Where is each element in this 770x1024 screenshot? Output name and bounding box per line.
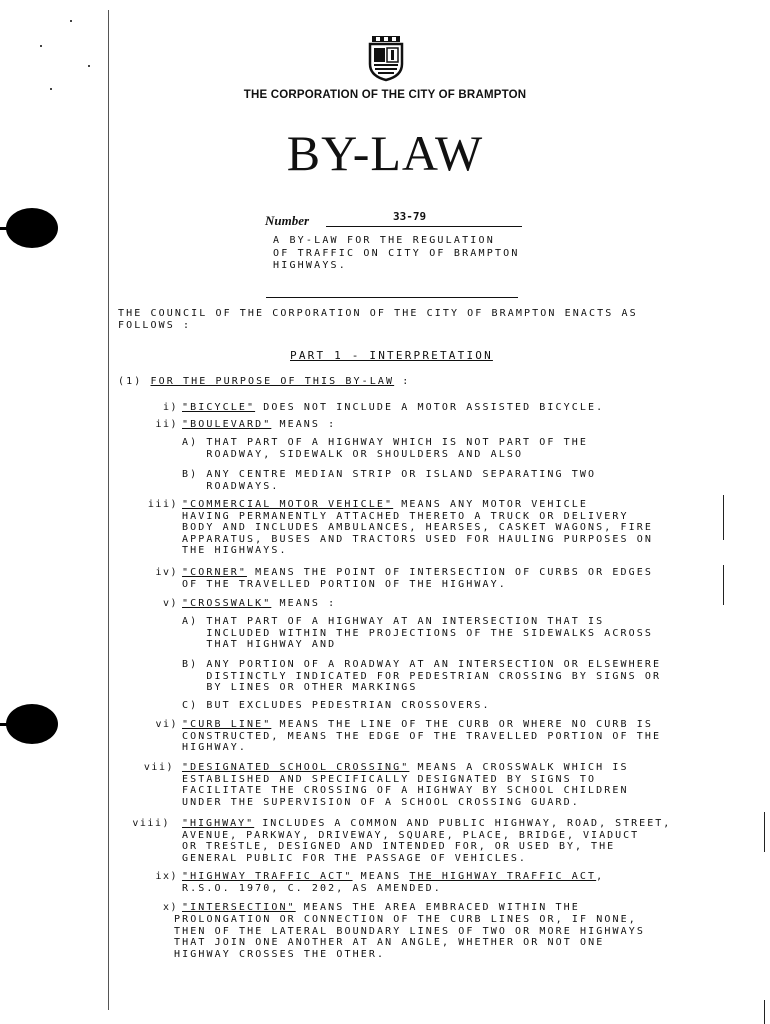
- clause-line: THAT HIGHWAY AND: [182, 639, 337, 650]
- definition-number: ii): [155, 419, 178, 430]
- enacting-line: FOLLOWS :: [118, 319, 192, 331]
- definition-number: vii): [143, 762, 174, 773]
- scan-mark-right: [723, 565, 724, 605]
- bylaw-number: 33-79: [393, 210, 427, 223]
- definition-line: FACILITATE THE CROSSING OF A HIGHWAY BY SCHOOL CHILDREN: [182, 785, 629, 796]
- number-label: Number: [265, 213, 310, 228]
- definition-text: MEANS: [352, 871, 410, 882]
- definition-number: iii): [147, 499, 178, 510]
- section-heading-rest: :: [394, 376, 411, 387]
- subtitle-line: HIGHWAYS.: [273, 260, 347, 271]
- intersection-continuation: [174, 914, 645, 960]
- definition-text: MEANS THE POINT OF INTERSECTION OF CURBS OR EDGES: [246, 567, 653, 578]
- definition-line: THAT JOIN ONE ANOTHER AT AN ANGLE, WHETHER OR NOT ONE: [174, 937, 605, 948]
- boulevard-clause-b: [182, 469, 596, 492]
- crosswalk-clause-b: [182, 659, 661, 694]
- definition-text: MEANS :: [271, 598, 337, 609]
- definition-number: vi): [155, 719, 178, 730]
- clause-line: ROADWAYS.: [182, 480, 280, 492]
- definition-line: OF THE TRAVELLED PORTION OF THE HIGHWAY.: [182, 578, 507, 590]
- separator-rule: [266, 297, 518, 298]
- punch-hole-top: [6, 208, 58, 248]
- definition-bicycle: [182, 402, 604, 414]
- definition-number: x): [162, 902, 178, 913]
- definition-term: "BOULEVARD": [182, 419, 272, 430]
- definition-term: "HIGHWAY TRAFFIC ACT": [182, 871, 353, 882]
- definition-text: MEANS THE LINE OF THE CURB OR WHERE NO CURB IS: [271, 719, 653, 730]
- definition-line: APPARATUS, BUSES AND TRACTORS USED FOR HAULING PURPOSES ON: [182, 533, 653, 545]
- crosswalk-clause-a: [182, 616, 653, 651]
- subtitle-line: A BY-LAW FOR THE REGULATION: [273, 235, 495, 246]
- definition-number: iv): [155, 567, 178, 578]
- clause-line: B) ANY CENTRE MEDIAN STRIP OR ISLAND SEPARATING TWO: [182, 469, 597, 480]
- punch-hole-bottom: [6, 704, 58, 744]
- definition-term: "CORNER": [182, 567, 247, 578]
- definition-term: "INTERSECTION": [182, 902, 296, 913]
- definition-line: GENERAL PUBLIC FOR THE PASSAGE OF VEHICLES.: [182, 852, 527, 864]
- part-heading: PART 1 - INTERPRETATION: [290, 349, 493, 362]
- definition-corner: [182, 567, 653, 590]
- definition-term: "DESIGNATED SCHOOL CROSSING": [182, 762, 410, 773]
- definition-curb-line: [182, 719, 661, 754]
- clause-line: A) THAT PART OF A HIGHWAY AT AN INTERSECTION THAT IS: [182, 616, 605, 627]
- definition-term: "CROSSWALK": [182, 598, 272, 609]
- clause-line: DISTINCTLY INDICATED FOR PEDESTRIAN CROSSING BY SIGNS OR: [182, 670, 662, 682]
- definition-line: R.S.O. 1970, C. 202, AS AMENDED.: [182, 882, 442, 894]
- definition-commercial-motor-vehicle: [182, 499, 653, 557]
- definition-line: OR TRESTLE, DESIGNED AND INTENDED FOR, OR USED BY, THE: [182, 841, 616, 852]
- document-title: BY-LAW: [286, 125, 484, 181]
- bylaw-number-row: [265, 212, 525, 228]
- definition-number: i): [162, 402, 178, 413]
- definition-number: v): [162, 598, 178, 609]
- enacting-line: THE COUNCIL OF THE CORPORATION OF THE CITY OF BRAMPTON ENACTS AS: [118, 308, 638, 319]
- clause-line: BY LINES OR OTHER MARKINGS: [182, 682, 418, 693]
- scan-mark-right: [723, 495, 724, 540]
- bylaw-subtitle: [273, 235, 520, 273]
- clause-line: A) THAT PART OF A HIGHWAY WHICH IS NOT PART OF THE: [182, 437, 589, 448]
- definition-text: MEANS ANY MOTOR VEHICLE: [393, 499, 589, 510]
- section-1-intro: [118, 376, 410, 388]
- corporation-title: THE CORPORATION OF THE CITY OF BRAMPTON: [243, 89, 527, 101]
- definition-line: PROLONGATION OR CONNECTION OF THE CURB LINES OR, IF NONE,: [174, 914, 637, 925]
- definition-intersection: [182, 902, 580, 914]
- definition-text: ,: [596, 871, 605, 882]
- scan-speck: [40, 45, 42, 47]
- definition-text: MEANS THE AREA EMBRACED WITHIN THE: [295, 902, 580, 913]
- city-crest-icon: [366, 34, 406, 82]
- scan-speck: [88, 65, 90, 67]
- definition-highway: [182, 818, 671, 864]
- definition-line: UNDER THE SUPERVISION OF A SCHOOL CROSSING GUARD.: [182, 796, 580, 808]
- definition-designated-school-crossing: [182, 762, 629, 808]
- clause-line: C) BUT EXCLUDES PEDESTRIAN CROSSOVERS.: [182, 700, 491, 711]
- clause-line: B) ANY PORTION OF A ROADWAY AT AN INTERSECTION OR ELSEWHERE: [182, 659, 662, 670]
- definition-number: viii): [132, 818, 170, 829]
- definition-line: THE HIGHWAYS.: [182, 545, 288, 556]
- boulevard-clause-a: [182, 437, 588, 460]
- definition-line: CONSTRUCTED, MEANS THE EDGE OF THE TRAVELLED PORTION OF THE: [182, 730, 662, 742]
- definition-term: "HIGHWAY": [182, 818, 255, 829]
- crosswalk-clause-c: [182, 700, 491, 712]
- scan-speck: [70, 20, 72, 22]
- section-number: (1): [118, 376, 143, 387]
- number-underline: [326, 226, 522, 227]
- definition-text: INCLUDES A COMMON AND PUBLIC HIGHWAY, ROAD, STREET,: [254, 818, 672, 829]
- scan-mark-right: [764, 1000, 765, 1024]
- definition-term: "BICYCLE": [182, 402, 256, 413]
- definition-line: THEN OF THE LATERAL BOUNDARY LINES OF TWO OR MORE HIGHWAYS: [174, 925, 645, 937]
- subtitle-line: OF TRAFFIC ON CITY OF BRAMPTON: [273, 247, 520, 259]
- definition-text: MEANS :: [271, 419, 337, 430]
- definition-crosswalk: [182, 598, 336, 610]
- definition-term: "CURB LINE": [182, 719, 272, 730]
- definition-line: HAVING PERMANENTLY ATTACHED THERETO A TRUCK OR DELIVERY: [182, 510, 629, 522]
- definition-term: "COMMERCIAL MOTOR VEHICLE": [182, 499, 394, 510]
- clause-line: INCLUDED WITHIN THE PROJECTIONS OF THE SIDEWALKS ACROSS: [182, 627, 653, 639]
- scan-mark-right: [764, 812, 765, 852]
- definition-text: DOES NOT INCLUDE A MOTOR ASSISTED BICYCLE.: [255, 402, 605, 413]
- definition-highway-traffic-act: [182, 871, 604, 894]
- definition-text: MEANS A CROSSWALK WHICH IS: [409, 762, 629, 773]
- definition-line: AVENUE, PARKWAY, DRIVEWAY, SQUARE, PLACE, BRIDGE, VIADUCT: [182, 829, 640, 841]
- definition-line: ESTABLISHED AND SPECIFICALLY DESIGNATED BY SIGNS TO: [182, 773, 597, 785]
- section-heading: FOR THE PURPOSE OF THIS BY-LAW: [150, 376, 395, 387]
- definition-line: BODY AND INCLUDES AMBULANCES, HEARSES, CASKET WAGONS, FIRE: [182, 522, 653, 533]
- definition-number: ix): [155, 871, 178, 882]
- definition-line: HIGHWAY.: [182, 742, 247, 753]
- enacting-clause: [118, 308, 638, 331]
- definition-line: HIGHWAY CROSSES THE OTHER.: [174, 948, 386, 960]
- definition-boulevard: [182, 419, 336, 431]
- clause-line: ROADWAY, SIDEWALK OR SHOULDERS AND ALSO: [182, 448, 524, 460]
- act-title: THE HIGHWAY TRAFFIC ACT: [409, 871, 597, 882]
